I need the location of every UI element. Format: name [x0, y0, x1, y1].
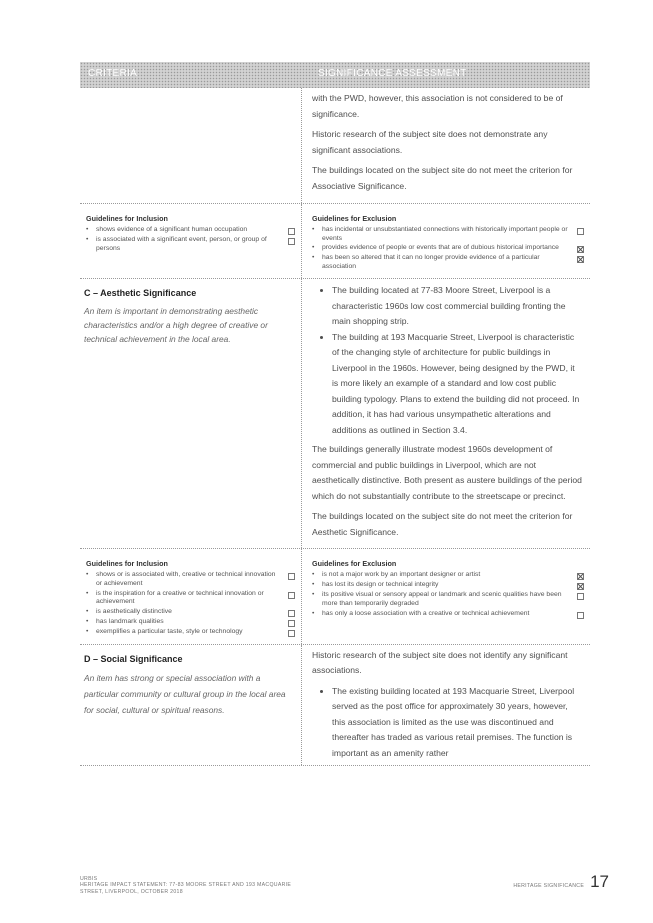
paragraph: Historic research of the subject site does not demonstrate any significant associations.	[312, 129, 548, 155]
checked-checkbox-icon	[577, 583, 584, 590]
section-c-description: An item is important in demonstrating aesthetic characteristics and/or a high degree of creative or technical achievement in the local area.	[84, 306, 268, 345]
checkbox-icon	[577, 593, 584, 600]
section-d	[80, 645, 590, 767]
footer-section-label: HERITAGE SIGNIFICANCE	[513, 883, 585, 889]
paragraph: The buildings located on the subject site do not meet the criterion for Aesthetic Significance.	[312, 511, 573, 537]
section-d-assessment-cell	[302, 645, 590, 766]
inclusion-title: Guidelines for Inclusion	[86, 214, 168, 223]
section-b-continued	[80, 88, 590, 204]
guideline-item: • has only a loose association with a creative or technical achievement	[312, 610, 584, 619]
exclusion-guidelines	[302, 549, 590, 643]
checked-checkbox-icon	[577, 573, 584, 580]
section-b-assessment-cell	[302, 88, 590, 203]
guideline-item: • has been so altered that it can no longer provide evidence of a particular association	[312, 254, 584, 271]
checkbox-icon	[288, 238, 295, 245]
footer-title-line-2: STREET, LIVERPOOL, OCTOBER 2018	[80, 888, 183, 895]
section-c-title: C – Aesthetic Significance	[84, 288, 197, 299]
section-d-title: D – Social Significance	[84, 653, 183, 664]
list-item: • The building at 193 Macquarie Street, Liverpool is characteristic of the changing style of architecture for public buildings in Liverpool in the 1960s. However, being designed by the PWD, it is more likely an example of a standard and low cost public building typology. Plans to extend the building did not proceed. In addition, it has had various unsympathetic alterations and additions as outlined in Section 3.4.	[332, 330, 582, 439]
section-c	[80, 279, 590, 549]
section-d-criteria-cell	[80, 645, 302, 766]
checkbox-icon	[577, 228, 584, 235]
footer-page-info	[513, 872, 609, 892]
section-c-assessment-cell	[302, 279, 590, 548]
inclusion-title: Guidelines for Inclusion	[86, 559, 168, 569]
checkbox-icon	[288, 228, 295, 235]
checkbox-icon	[288, 630, 295, 637]
footer-document-info	[80, 876, 291, 895]
checkbox-icon	[288, 592, 295, 599]
guideline-item: • is not a major work by an important designer or artist	[312, 571, 584, 580]
exclusion-title: Guidelines for Exclusion	[312, 214, 397, 223]
guideline-item: • shows evidence of a significant human occupation	[86, 226, 295, 235]
paragraph: The buildings generally illustrate modest 1960s development of commercial and public buildings in Liverpool, which are not aesthetically distinctive. Both present as austere buildings of the period which do not substantially contribute to the streetscape or precinct.	[312, 444, 582, 501]
paragraph: with the PWD, however, this association is not considered to be of significance.	[312, 93, 563, 119]
guideline-item: • has lost its design or technical integrity	[312, 581, 584, 590]
list-item: • The existing building located at 193 Macquarie Street, Liverpool served as the post office for approximately 30 years, however, this association is limited as the use was discontinued and thereafter has traded as various retail premises. The function is important as an amenity rather	[332, 684, 582, 762]
section-d-description: An item has strong or special association with a particular community or cultural group in the local area for social, cultural or spiritual reasons.	[84, 672, 286, 715]
exclusion-title: Guidelines for Exclusion	[312, 559, 397, 569]
inclusion-guidelines	[80, 204, 302, 278]
page-number: 17	[590, 872, 609, 891]
exclusion-guidelines	[302, 204, 590, 278]
guidelines-block-2	[80, 549, 590, 644]
guideline-item: • has landmark qualities	[86, 618, 295, 627]
list-item: • The building located at 77-83 Moore Street, Liverpool is a characteristic 1960s low cost commercial building fronting the main shopping strip.	[332, 283, 582, 330]
guideline-item: • provides evidence of people or events that are of dubious historical importance	[312, 244, 584, 253]
checked-checkbox-icon	[577, 246, 584, 253]
footer-company: URBIS	[80, 876, 98, 882]
paragraph: The buildings located on the subject site do not meet the criterion for Associative Significance.	[312, 165, 573, 191]
guideline-item: • its positive visual or sensory appeal or landmark and scenic qualities have been more than temporarily degraded	[312, 591, 584, 608]
checked-checkbox-icon	[577, 256, 584, 263]
checkbox-icon	[288, 610, 295, 617]
guidelines-block-1	[80, 204, 590, 279]
bullet-list	[312, 283, 582, 438]
checkbox-icon	[288, 573, 295, 580]
guideline-item: • is associated with a significant event, person, or group of persons	[86, 236, 295, 253]
guideline-item: • shows or is associated with, creative or technical innovation or achievement	[86, 571, 295, 588]
guideline-item: • exemplifies a particular taste, style or technology	[86, 628, 295, 637]
assessment-header: SIGNIFICANCE ASSESSMENT	[318, 68, 467, 79]
section-c-criteria-cell	[80, 279, 302, 548]
table-header	[80, 62, 590, 88]
bullet-list	[312, 684, 582, 762]
guideline-item: • has incidental or unsubstantiated connections with historically important people or events	[312, 226, 584, 243]
inclusion-guidelines	[80, 549, 302, 643]
checkbox-icon	[288, 620, 295, 627]
checkbox-icon	[577, 612, 584, 619]
section-b-criteria-cell	[80, 88, 302, 203]
significance-table	[80, 62, 590, 766]
footer-title-line-1: HERITAGE IMPACT STATEMENT: 77-83 MOORE STREET AND 193 MACQUARIE	[80, 882, 292, 889]
guideline-item: • is the inspiration for a creative or technical innovation or achievement	[86, 590, 295, 607]
paragraph: Historic research of the subject site does not identify any significant associations.	[312, 649, 568, 676]
criteria-header: CRITERIA	[88, 68, 138, 79]
guideline-item: • is aesthetically distinctive	[86, 608, 295, 617]
